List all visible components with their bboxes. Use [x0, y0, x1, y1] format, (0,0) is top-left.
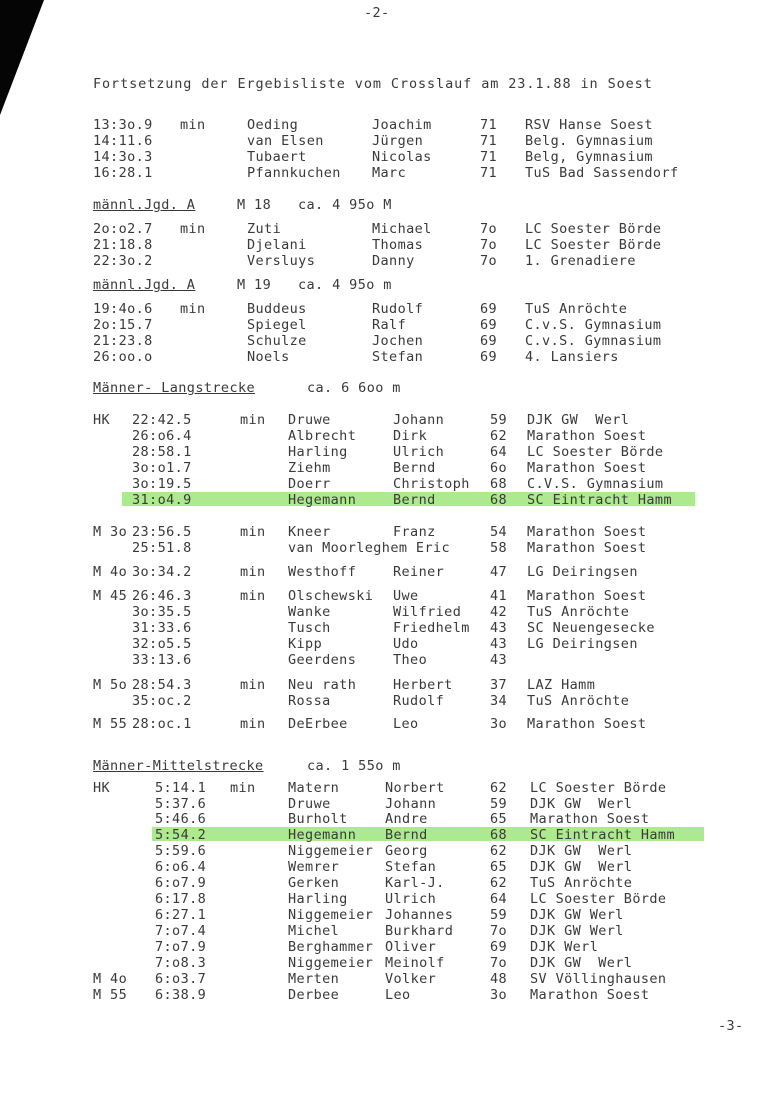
row-year: 7o — [480, 237, 498, 253]
row-club: TuS Anröchte — [527, 693, 630, 709]
row-firstname: Joachim — [372, 117, 432, 133]
row-year: 47 — [490, 564, 508, 580]
row-club: LC Soester Börde — [530, 780, 667, 796]
row-class: M 45 — [93, 588, 128, 604]
row-firstname: Rudolf — [372, 301, 424, 317]
row-club: LC Soester Börde — [530, 891, 667, 907]
row-time: 6:o3.7 — [155, 971, 207, 987]
row-firstname: Wilfried — [393, 604, 462, 620]
row-lastname: Burholt — [288, 811, 348, 827]
row-club: TuS Anröchte — [527, 604, 630, 620]
row-year: 59 — [490, 412, 508, 428]
row-lastname: Wanke — [288, 604, 331, 620]
row-club: Belg. Gymnasium — [525, 133, 653, 149]
row-club: DJK GW Werl — [530, 843, 633, 859]
row-lastname: Doerr — [288, 476, 331, 492]
row-time: 26:46.3 — [132, 588, 192, 604]
row-firstname: Leo — [385, 987, 411, 1003]
row-club: Marathon Soest — [530, 811, 650, 827]
row-year: 71 — [480, 133, 498, 149]
row-time: 32:o5.5 — [132, 636, 192, 652]
row-firstname: Christoph — [393, 476, 470, 492]
row-lastname: Hegemann — [288, 827, 357, 843]
row-year: 62 — [490, 428, 508, 444]
row-time: 19:4o.6 — [93, 301, 153, 317]
row-unit: min — [240, 677, 266, 693]
row-firstname: Bernd — [393, 460, 436, 476]
row-year: 68 — [490, 827, 508, 843]
row-club: Marathon Soest — [527, 524, 647, 540]
row-firstname: Bernd — [393, 492, 436, 508]
row-lastname: Berghammer — [288, 939, 374, 955]
row-club: LG Deiringsen — [527, 636, 638, 652]
row-lastname: Hegemann — [288, 492, 357, 508]
row-club: LC Soester Börde — [527, 444, 664, 460]
row-lastname: Druwe — [288, 412, 331, 428]
section-heading-langstrecke: Männer- Langstrecke — [93, 380, 256, 396]
row-time: 2o:15.7 — [93, 317, 153, 333]
row-club: LC Soester Börde — [525, 221, 662, 237]
row-lastname: Michel — [288, 923, 340, 939]
row-club: DJK Werl — [530, 939, 599, 955]
row-club: Marathon Soest — [530, 987, 650, 1003]
section-age-a18: M 18 — [237, 197, 272, 213]
row-year: 71 — [480, 117, 498, 133]
row-class: M 4o — [93, 971, 128, 987]
row-year: 43 — [490, 620, 508, 636]
row-time: 14:3o.3 — [93, 149, 153, 165]
row-time: 28:oc.1 — [132, 716, 192, 732]
row-firstname: Udo — [393, 636, 419, 652]
row-lastname: Niggemeier — [288, 843, 374, 859]
row-year: 69 — [490, 939, 508, 955]
row-unit: min — [240, 412, 266, 428]
row-lastname: Oeding — [247, 117, 299, 133]
row-time: 6:38.9 — [155, 987, 207, 1003]
page-corner-shadow — [0, 0, 44, 115]
row-firstname: Ralf — [372, 317, 407, 333]
row-club: LAZ Hamm — [527, 677, 596, 693]
row-club: DJK GW Werl — [530, 955, 633, 971]
row-time: 16:28.1 — [93, 165, 153, 181]
row-time: 33:13.6 — [132, 652, 192, 668]
row-year: 7o — [490, 955, 508, 971]
row-year: 59 — [490, 907, 508, 923]
row-club: LG Deiringsen — [527, 564, 638, 580]
row-club: DJK GW Werl — [530, 923, 624, 939]
row-class: M 55 — [93, 716, 128, 732]
row-time: 22:3o.2 — [93, 253, 153, 269]
row-club: C.v.S. Gymnasium — [525, 333, 662, 349]
row-time: 3o:35.5 — [132, 604, 192, 620]
row-firstname: Johannes — [385, 907, 454, 923]
row-year: 34 — [490, 693, 508, 709]
row-club: 1. Grenadiere — [525, 253, 636, 269]
row-lastname: Gerken — [288, 875, 340, 891]
row-unit: min — [180, 301, 206, 317]
row-time: 26:oo.o — [93, 349, 153, 365]
row-club: DJK GW Werl — [527, 412, 630, 428]
row-time: 6:27.1 — [155, 907, 207, 923]
row-time: 7:o8.3 — [155, 955, 207, 971]
row-time: 6:17.8 — [155, 891, 207, 907]
row-unit: min — [240, 716, 266, 732]
row-unit: min — [240, 588, 266, 604]
row-club: C.v.S. Gymnasium — [525, 317, 662, 333]
row-lastname: Wemrer — [288, 859, 340, 875]
row-lastname: Neu rath — [288, 677, 357, 693]
row-class: M 3o — [93, 524, 128, 540]
row-lastname: Geerdens — [288, 652, 357, 668]
section-heading-mittelstrecke: Männer-Mittelstrecke — [93, 758, 264, 774]
row-club: Marathon Soest — [527, 460, 647, 476]
row-unit: min — [230, 780, 256, 796]
row-year: 48 — [490, 971, 508, 987]
row-lastname: Merten — [288, 971, 340, 987]
row-year: 65 — [490, 811, 508, 827]
row-club: TuS Anröchte — [525, 301, 628, 317]
row-time: 6:o6.4 — [155, 859, 207, 875]
row-firstname: Meinolf — [385, 955, 445, 971]
row-time: 31:33.6 — [132, 620, 192, 636]
row-year: 7o — [480, 253, 498, 269]
row-year: 3o — [490, 716, 508, 732]
row-lastname: Druwe — [288, 796, 331, 812]
row-time: 22:42.5 — [132, 412, 192, 428]
row-club: SC Eintracht Hamm — [530, 827, 675, 843]
row-lastname: van Moorleghem Eric — [288, 540, 451, 556]
row-firstname: Bernd — [385, 827, 428, 843]
row-year: 41 — [490, 588, 508, 604]
row-club: 4. Lansiers — [525, 349, 619, 365]
row-year: 37 — [490, 677, 508, 693]
row-firstname: Franz — [393, 524, 436, 540]
row-class: HK — [93, 412, 111, 428]
row-year: 69 — [480, 317, 498, 333]
row-lastname: Spiegel — [247, 317, 307, 333]
row-firstname: Friedhelm — [393, 620, 470, 636]
row-year: 3o — [490, 987, 508, 1003]
row-firstname: Johann — [393, 412, 445, 428]
row-lastname: Westhoff — [288, 564, 357, 580]
row-time: 14:11.6 — [93, 133, 153, 149]
row-club: TuS Bad Sassendorf — [525, 165, 679, 181]
row-firstname: Georg — [385, 843, 428, 859]
row-club: C.V.S. Gymnasium — [527, 476, 664, 492]
row-club: TuS Anröchte — [530, 875, 633, 891]
row-firstname: Thomas — [372, 237, 424, 253]
row-club: SV Völlinghausen — [530, 971, 667, 987]
row-time: 25:51.8 — [132, 540, 192, 556]
row-unit: min — [180, 221, 206, 237]
row-time: 5:54.2 — [155, 827, 207, 843]
row-lastname: Tubaert — [247, 149, 307, 165]
row-firstname: Dirk — [393, 428, 428, 444]
row-time: 26:o6.4 — [132, 428, 192, 444]
row-firstname: Theo — [393, 652, 428, 668]
row-year: 7o — [480, 221, 498, 237]
row-time: 28:58.1 — [132, 444, 192, 460]
row-time: 3o:34.2 — [132, 564, 192, 580]
row-club: Marathon Soest — [527, 588, 647, 604]
row-time: 6:o7.9 — [155, 875, 207, 891]
section-heading-a19: männl.Jgd. A — [93, 277, 196, 293]
row-lastname: Harling — [288, 444, 348, 460]
row-lastname: Pfannkuchen — [247, 165, 341, 181]
row-firstname: Reiner — [393, 564, 445, 580]
row-year: 7o — [490, 923, 508, 939]
row-lastname: Kneer — [288, 524, 331, 540]
row-firstname: Nicolas — [372, 149, 432, 165]
page-title: Fortsetzung der Ergebisliste vom Crosslauf am 23.1.88 in Soest — [93, 76, 653, 92]
row-firstname: Oliver — [385, 939, 437, 955]
row-firstname: Herbert — [393, 677, 453, 693]
row-lastname: Ziehm — [288, 460, 331, 476]
section-distance-a19: ca. 4 95o m — [298, 277, 392, 293]
row-club: DJK GW Werl — [530, 796, 633, 812]
row-time: 2o:o2.7 — [93, 221, 153, 237]
row-time: 21:18.8 — [93, 237, 153, 253]
row-time: 5:14.1 — [155, 780, 207, 796]
row-club: Marathon Soest — [527, 716, 647, 732]
row-unit: min — [240, 564, 266, 580]
row-year: 69 — [480, 333, 498, 349]
row-year: 69 — [480, 301, 498, 317]
row-club: SC Eintracht Hamm — [527, 492, 672, 508]
row-year: 68 — [490, 492, 508, 508]
row-time: 7:o7.9 — [155, 939, 207, 955]
row-lastname: Djelani — [247, 237, 307, 253]
row-lastname: DeErbee — [288, 716, 348, 732]
section-distance-langstrecke: ca. 6 6oo m — [307, 380, 401, 396]
row-firstname: Andre — [385, 811, 428, 827]
row-class: M 55 — [93, 987, 128, 1003]
row-year: 64 — [490, 891, 508, 907]
row-year: 59 — [490, 796, 508, 812]
row-firstname: Ulrich — [385, 891, 437, 907]
row-firstname: Karl-J. — [385, 875, 445, 891]
row-firstname: Jochen — [372, 333, 424, 349]
row-club: SC Neuengesecke — [527, 620, 655, 636]
row-lastname: Derbee — [288, 987, 340, 1003]
row-lastname: van Elsen — [247, 133, 324, 149]
row-time: 5:59.6 — [155, 843, 207, 859]
row-club: DJK GW Werl — [530, 859, 633, 875]
row-year: 62 — [490, 780, 508, 796]
row-class: M 5o — [93, 677, 128, 693]
row-lastname: Olschewski — [288, 588, 374, 604]
row-year: 68 — [490, 476, 508, 492]
row-year: 62 — [490, 843, 508, 859]
row-firstname: Burkhard — [385, 923, 454, 939]
row-time: 3o:19.5 — [132, 476, 192, 492]
row-year: 42 — [490, 604, 508, 620]
row-lastname: Noels — [247, 349, 290, 365]
row-firstname: Ulrich — [393, 444, 445, 460]
row-firstname: Michael — [372, 221, 432, 237]
row-lastname: Rossa — [288, 693, 331, 709]
row-firstname: Volker — [385, 971, 437, 987]
row-time: 23:56.5 — [132, 524, 192, 540]
row-firstname: Rudolf — [393, 693, 445, 709]
row-lastname: Albrecht — [288, 428, 357, 444]
row-year: 58 — [490, 540, 508, 556]
section-age-a19: M 19 — [237, 277, 272, 293]
page-number-bottom: -3- — [718, 1018, 744, 1034]
row-lastname: Schulze — [247, 333, 307, 349]
row-unit: min — [240, 524, 266, 540]
page-number-top: -2- — [364, 5, 390, 21]
row-year: 43 — [490, 636, 508, 652]
row-year: 62 — [490, 875, 508, 891]
row-time: 35:oc.2 — [132, 693, 192, 709]
row-unit: min — [180, 117, 206, 133]
row-year: 43 — [490, 652, 508, 668]
row-firstname: Johann — [385, 796, 437, 812]
row-class: M 4o — [93, 564, 128, 580]
row-club: Marathon Soest — [527, 540, 647, 556]
section-heading-a18: männl.Jgd. A — [93, 197, 196, 213]
row-firstname: Jürgen — [372, 133, 424, 149]
row-time: 3o:o1.7 — [132, 460, 192, 476]
row-lastname: Matern — [288, 780, 340, 796]
row-year: 65 — [490, 859, 508, 875]
row-club: RSV Hanse Soest — [525, 117, 653, 133]
row-lastname: Niggemeier — [288, 955, 374, 971]
row-lastname: Versluys — [247, 253, 316, 269]
row-firstname: Danny — [372, 253, 415, 269]
row-time: 21:23.8 — [93, 333, 153, 349]
row-firstname: Uwe — [393, 588, 419, 604]
row-year: 71 — [480, 165, 498, 181]
row-club: Belg, Gymnasium — [525, 149, 653, 165]
row-lastname: Zuti — [247, 221, 282, 237]
row-year: 64 — [490, 444, 508, 460]
row-year: 71 — [480, 149, 498, 165]
row-firstname: Norbert — [385, 780, 445, 796]
row-time: 13:3o.9 — [93, 117, 153, 133]
row-lastname: Buddeus — [247, 301, 307, 317]
row-lastname: Kipp — [288, 636, 323, 652]
row-time: 7:o7.4 — [155, 923, 207, 939]
row-year: 69 — [480, 349, 498, 365]
row-year: 54 — [490, 524, 508, 540]
section-distance-a18: ca. 4 95o M — [298, 197, 392, 213]
row-class: HK — [93, 780, 111, 796]
row-firstname: Stefan — [385, 859, 437, 875]
row-club: DJK GW Werl — [530, 907, 624, 923]
section-distance-mittelstrecke: ca. 1 55o m — [307, 758, 401, 774]
row-lastname: Harling — [288, 891, 348, 907]
row-firstname: Stefan — [372, 349, 424, 365]
row-club: Marathon Soest — [527, 428, 647, 444]
row-lastname: Tusch — [288, 620, 331, 636]
row-firstname: Leo — [393, 716, 419, 732]
row-club: LC Soester Börde — [525, 237, 662, 253]
row-time: 31:o4.9 — [132, 492, 192, 508]
row-time: 5:46.6 — [155, 811, 207, 827]
row-time: 5:37.6 — [155, 796, 207, 812]
row-firstname: Marc — [372, 165, 407, 181]
row-year: 6o — [490, 460, 508, 476]
row-lastname: Niggemeier — [288, 907, 374, 923]
row-time: 28:54.3 — [132, 677, 192, 693]
